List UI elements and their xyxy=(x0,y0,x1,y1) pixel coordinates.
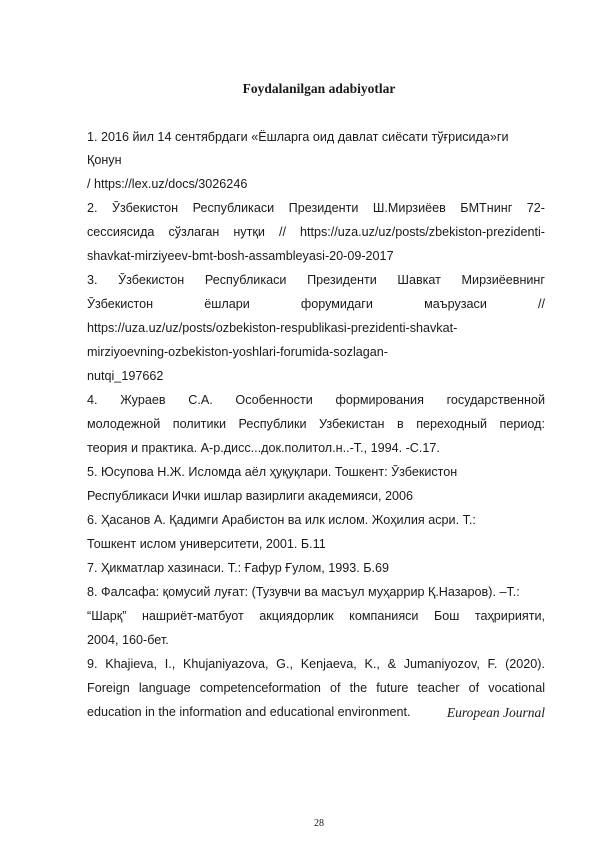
reference-line: 6. Ҳасанов А. Қадимги Арабистон ва илк ислом. Жоҳилия асри. Т.: xyxy=(87,513,476,527)
reference-line: Қонун xyxy=(87,153,122,167)
reference-line: 4. Жураев С.А. Особенности формирования государственной xyxy=(87,393,545,407)
reference-line xyxy=(87,705,545,720)
reference-line: 7. Ҳикматлар хазинаси. Т.: Ғафур Ғулом, 1993. Б.69 xyxy=(87,561,390,575)
reference-line: Республикаси Ички ишлар вазирлиги академияси, 2006 xyxy=(87,489,414,503)
page-title: Foydalanilgan adabiyotlar xyxy=(242,81,396,96)
reference-line: https://uza.uz/uz/posts/ozbekiston-respublikasi-prezidenti-shavkat- xyxy=(87,321,458,335)
reference-line: сессиясида сўзлаган нутқи // https://uza.uz/uz/posts/zbekiston-prezidenti- xyxy=(87,225,545,239)
reference-line: 9. Khajieva, I., Khujaniyazova, G., Kenjaeva, K., & Jumaniyozov, F. (2020). xyxy=(87,657,545,671)
reference-line: 8. Фалсафа: қомусий луғат: (Тузувчи ва масъул муҳаррир Қ.Назаров). –Т.: xyxy=(87,585,520,599)
reference-line: nutqi_197662 xyxy=(87,369,164,383)
reference-line: shavkat-mirziyeev-bmt-bosh-assambleyasi-20-09-2017 xyxy=(87,249,394,263)
reference-line: 5. Юсупова Н.Ж. Исломда аёл ҳуқуқлари. Тошкент: Ўзбекистон xyxy=(87,465,458,479)
reference-line: / https://lex.uz/docs/3026246 xyxy=(87,177,248,191)
reference-line: Тошкент ислом университети, 2001. Б.11 xyxy=(87,537,326,551)
reference-line: Ўзбекистон ёшлари форумидаги маърузаси // xyxy=(87,297,545,311)
reference-line: 2004, 160-бет. xyxy=(87,633,169,647)
reference-line: 2. Ўзбекистон Республикаси Президенти Ш.Мирзиёев БМТнинг 72- xyxy=(87,201,545,215)
reference-line: mirziyoevning-ozbekiston-yoshlari-forumida-sozlagan- xyxy=(87,345,388,359)
reference-line: 1. 2016 йил 14 сентябрдаги «Ёшларга оид давлат сиёсати тўғрисида»ги xyxy=(87,130,509,144)
journal-name-italic: European Journal xyxy=(446,705,545,720)
reference-line: теория и практика. А-р.дисс...док.политол.н..-Т., 1994. -С.17. xyxy=(87,441,440,455)
reference-line: 3. Ўзбекистон Республикаси Президенти Шавкат Мирзиёевнинг xyxy=(87,273,545,287)
reference-line: молодежной политики Республики Узбекистан в переходный период: xyxy=(87,417,545,431)
reference-line-text: education in the information and educational environment. xyxy=(87,705,411,719)
page-number: 28 xyxy=(314,818,324,829)
reference-line: “Шарқ” нашриёт-матбуот акциядорлик компанияси Бош таҳририяти, xyxy=(87,609,545,623)
reference-line: Foreign language competenceformation of the future teacher of vocational xyxy=(87,681,545,695)
